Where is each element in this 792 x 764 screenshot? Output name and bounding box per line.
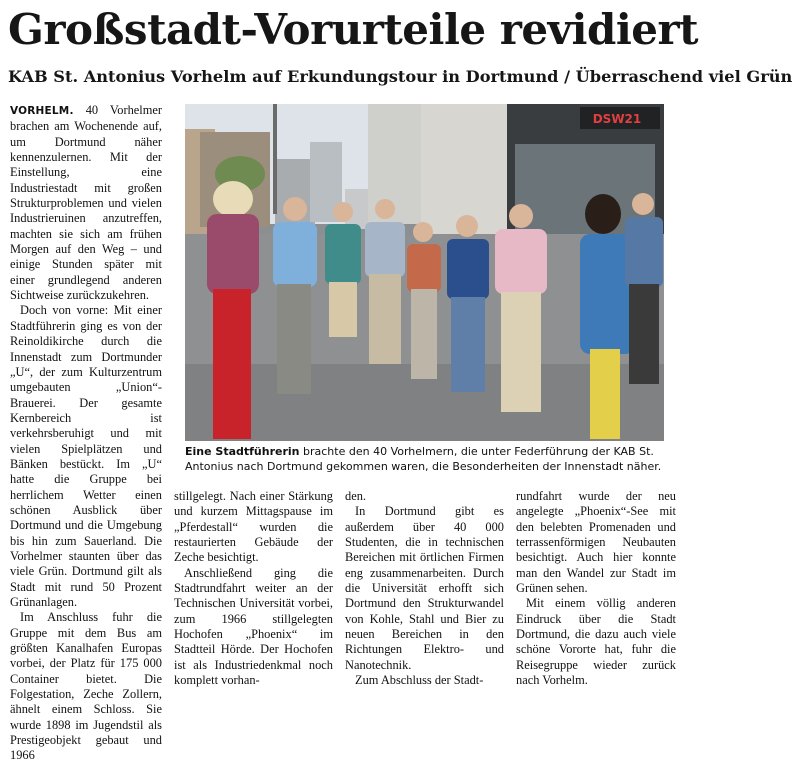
body-paragraph: Mit einem völlig anderen Eindruck über die Stadt Dortmund, die dazu auch viele schöne Vororte hat, fuhr die Reisegruppe wieder zurück nach Vorhelm. bbox=[516, 596, 676, 688]
body-paragraph: rundfahrt wurde der neu angelegte „Phoenix“-See mit den belebten Promenaden und terrassenförmigen Neubauten besichtigt. Auch hier konnte man den Wandel zur Stadt im Grünen sehen. bbox=[516, 489, 676, 596]
body-paragraph: stillgelegt. Nach einer Stärkung und kurzem Mittagspause im „Pferdestall“ wurden die restaurierten Gebäude der Zeche besichtigt. bbox=[174, 489, 333, 565]
caption-lead: Eine Stadtführerin bbox=[185, 445, 300, 458]
article-column-2 bbox=[174, 489, 333, 688]
body-paragraph: den. bbox=[345, 489, 366, 503]
body-paragraph: Im Anschluss fuhr die Gruppe mit dem Bus am größten Kanalhafen Europas vorbei, der Platz für 175 000 Container bietet. Die Folgestation, Zeche Zollern, ähnelt einem Schloss. Sie wurde 1898 im Jugendstil als Prestigeobjekt gebaut und 1966 bbox=[10, 610, 162, 763]
dsw-sign: DSW21 bbox=[592, 112, 642, 126]
article-column-3 bbox=[345, 489, 504, 688]
article-column-4 bbox=[516, 489, 676, 688]
body-paragraph: In Dortmund gibt es außerdem über 40 000 Studenten, die in technischen Bereichen mit örtlichen Firmen eng zusammenarbeiten. Durch die Universität erhofft sich Dortmund den Strukturwandel von Kohle, Stahl und Bier zu neuen Bereichen in den Richtungen Elektro- und Nanotechnik. bbox=[345, 504, 504, 672]
lead-paragraph bbox=[10, 103, 162, 303]
body-paragraph: Zum Abschluss der Stadt- bbox=[355, 673, 484, 688]
lead-text: 40 Vorhelmer brachen am Wochenende auf, um Dortmund näher kennenzulernen. Mit der Einstellung, eine Industriestadt mit großen Strukturproblemen und vielen Industrieruinen anzutreffen, machten sie sich am frühen Morgen auf den Weg – und einige Stunden später mit einer grundlegend anderen Sichtweise zurückzukehren. bbox=[10, 103, 162, 303]
body-paragraph: Doch von vorne: Mit einer Stadtführerin ging es von der Reinoldikirche durch die Innenstadt zum Dortmunder „U“, der zum Kulturzentrum umgebauten „Union“-Brauerei. Der gesamte Kernbereich ist verkehrsberuhigt und mit vielen Spielplätzen und Bänken bestückt. Im „U“ hatte die Gruppe bei herrlichem Wetter einen schönen Ausblick über Dortmund und die Umgebung bis hin zum Sauerland. Die Vorhelmer staunten über das viele Grün. Dortmund gilt als Stadt mit rund 50 Prozent Grünanlagen. bbox=[10, 303, 162, 609]
subheadline: KAB St. Antonius Vorhelm auf Erkundungstour in Dortmund / Überraschend viel Grün bbox=[8, 67, 792, 86]
headline: Großstadt-Vorurteile revidiert bbox=[8, 5, 699, 54]
group-photo bbox=[185, 104, 664, 441]
caption-text: brachte den 40 Vorhelmern, die unter Federführung der KAB St. Antonius nach Dortmund gekommen waren, die Besonderheiten der Innenstadt näher. bbox=[185, 445, 662, 473]
dateline: VORHELM. bbox=[10, 105, 74, 117]
body-paragraph: Anschließend ging die Stadtrundfahrt weiter an der Technischen Universität vorbei, zum 1966 stillgelegten Hochofen „Phoenix“ im Stadtteil Hörde. Der Hochofen ist als Industriedenkmal noch komplett vorhan- bbox=[174, 565, 333, 688]
article-column-1 bbox=[10, 103, 162, 764]
photo-caption bbox=[185, 445, 665, 474]
